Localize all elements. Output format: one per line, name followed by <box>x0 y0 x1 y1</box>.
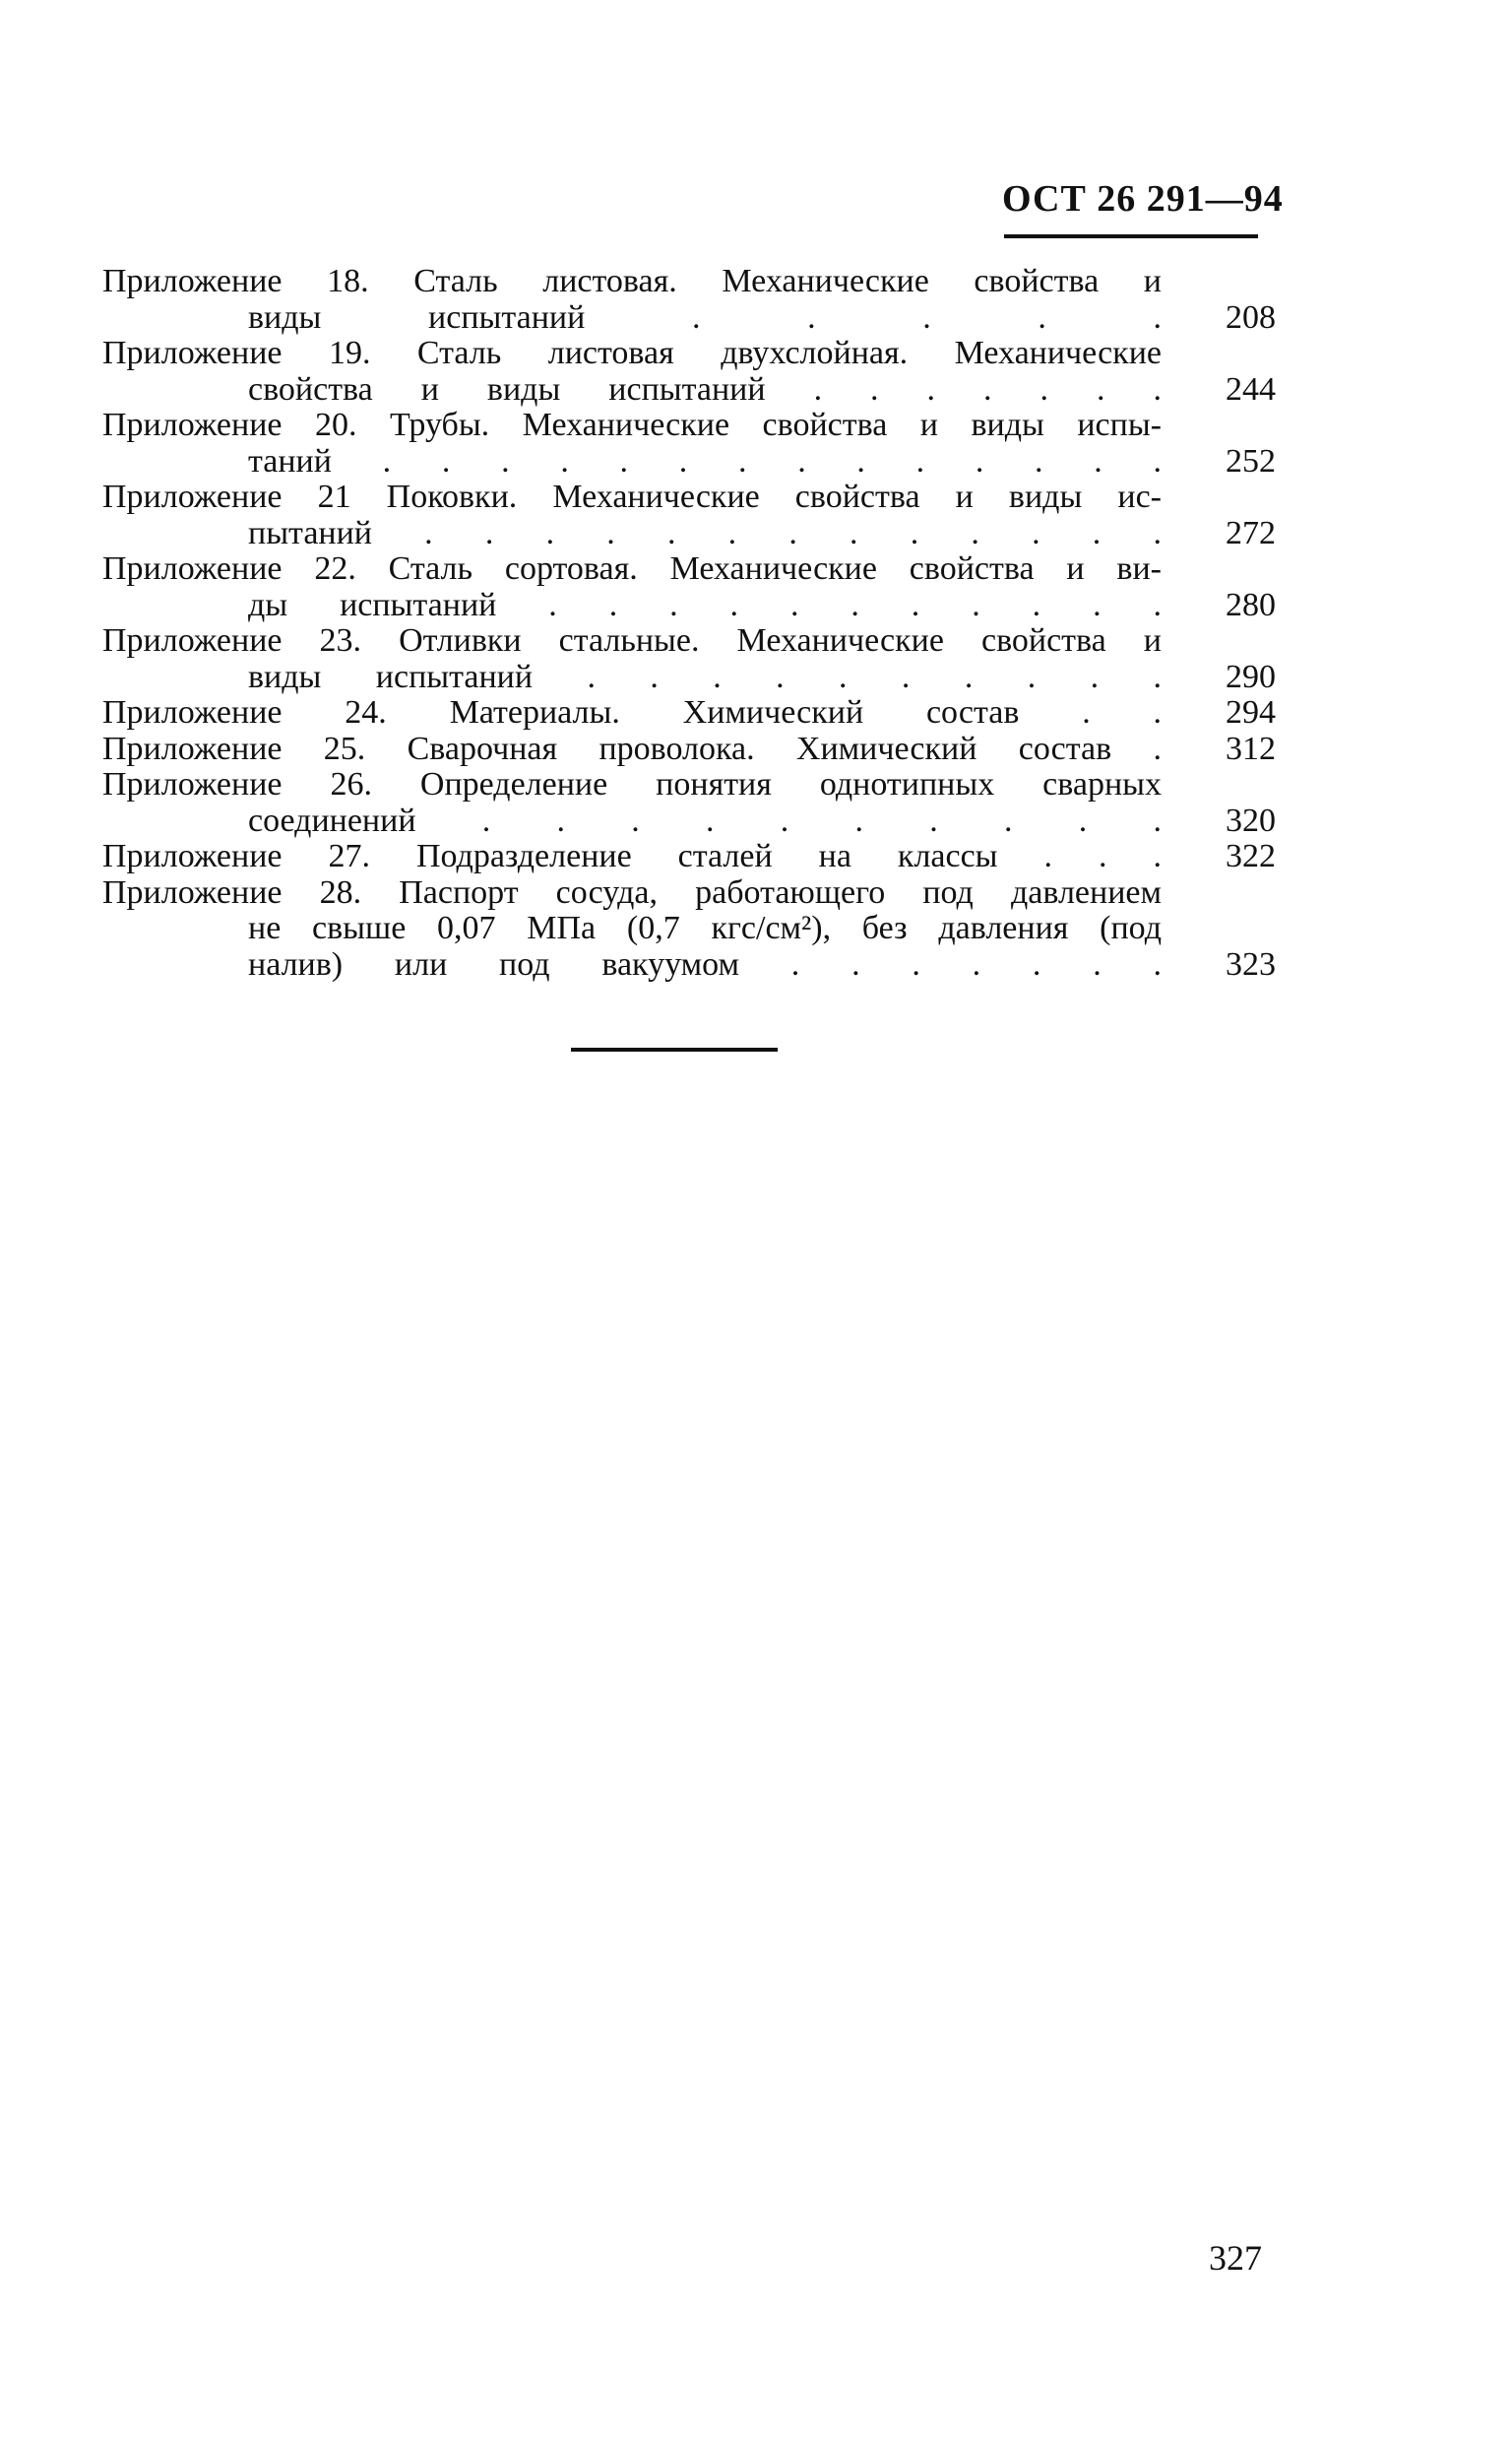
toc-page-number: 312 <box>1226 730 1276 767</box>
table-of-contents <box>102 264 1276 983</box>
toc-page-number: 323 <box>1226 945 1276 983</box>
toc-page-number: 322 <box>1226 838 1276 874</box>
toc-entry-text: виды испытаний . . . . . <box>248 299 1162 336</box>
toc-entry-text: свойства и виды испытаний . . . . . . . <box>248 371 1162 408</box>
toc-entry-title <box>102 264 1276 300</box>
footer-rule <box>571 1048 778 1052</box>
toc-entry-text: пытаний . . . . . . . . . . . . . <box>248 515 1162 551</box>
toc-entry-text: Приложение 27. Подразделение сталей на классы . . . <box>102 839 1162 874</box>
toc-entry-text: Приложение 22. Сталь сортовая. Механические свойства и ви- <box>102 551 1162 587</box>
toc-entry <box>102 695 1276 732</box>
toc-page-number: 252 <box>1226 442 1276 480</box>
toc-entry-text: Приложение 28. Паспорт сосуда, работающего под давлением <box>102 874 1162 911</box>
header-rule <box>1004 234 1258 238</box>
toc-entry <box>102 264 1276 336</box>
toc-entry-text: соединений . . . . . . . . . . <box>248 803 1162 839</box>
toc-entry-title <box>102 732 1276 768</box>
toc-page-number: 290 <box>1226 658 1276 695</box>
toc-entry <box>102 875 1276 984</box>
toc-entry <box>102 732 1276 768</box>
toc-entry-text: не свыше 0,07 МПа (0,7 кгс/см²), без давления (под <box>248 911 1162 946</box>
toc-entry-text: Приложение 20. Трубы. Механические свойства и виды испы- <box>102 408 1162 443</box>
toc-entry-text: Приложение 19. Сталь листовая двухслойная. Механические <box>102 336 1162 371</box>
toc-entry-title <box>102 336 1276 372</box>
toc-entry-title <box>102 767 1276 804</box>
toc-entry <box>102 480 1276 551</box>
toc-entry-title <box>102 839 1276 875</box>
toc-page-number: 208 <box>1226 298 1276 336</box>
toc-entry <box>102 839 1276 875</box>
toc-page-number: 244 <box>1226 370 1276 408</box>
toc-entry-text: Приложение 24. Материалы. Химический состав . . <box>102 695 1162 731</box>
toc-page-number: 280 <box>1226 586 1276 623</box>
toc-page-number: 294 <box>1226 694 1276 731</box>
toc-entry-title <box>102 623 1276 660</box>
toc-entry-title <box>102 408 1276 444</box>
toc-entry <box>102 551 1276 623</box>
toc-entry-title <box>102 551 1276 588</box>
toc-entry-continuation <box>102 444 1276 481</box>
toc-entry-continuation <box>102 372 1276 409</box>
toc-entry-text: Приложение 26. Определение понятия однотипных сварных <box>102 767 1162 803</box>
toc-entry-text: Приложение 18. Сталь листовая. Механические свойства и <box>102 264 1162 299</box>
toc-entry-continuation <box>102 660 1276 696</box>
page-number: 327 <box>1209 2238 1262 2278</box>
toc-entry-continuation <box>102 588 1276 624</box>
toc-entry-text: Приложение 23. Отливки стальные. Механические свойства и <box>102 623 1162 659</box>
toc-entry-continuation <box>102 516 1276 552</box>
toc-page-number: 320 <box>1226 802 1276 839</box>
toc-entry-text: таний . . . . . . . . . . . . . . <box>248 443 1162 480</box>
toc-entry <box>102 623 1276 695</box>
toc-entry <box>102 336 1276 408</box>
toc-entry-continuation <box>102 300 1276 337</box>
toc-entry-text: Приложение 21 Поковки. Механические свойства и виды ис- <box>102 480 1162 515</box>
toc-entry-text: ды испытаний . . . . . . . . . . . <box>248 587 1162 623</box>
toc-entry <box>102 767 1276 839</box>
toc-entry-title <box>102 875 1276 912</box>
toc-entry-title <box>102 695 1276 732</box>
toc-entry-title <box>102 480 1276 516</box>
toc-entry-text: Приложение 25. Сварочная проволока. Химический состав . <box>102 731 1162 767</box>
toc-entry-continuation <box>102 804 1276 840</box>
toc-entry-text: налив) или под вакуумом . . . . . . . <box>248 946 1162 983</box>
toc-page-number: 272 <box>1226 514 1276 551</box>
toc-entry-continuation <box>102 947 1276 984</box>
toc-entry <box>102 408 1276 480</box>
document-code: ОСТ 26 291—94 <box>1002 178 1284 220</box>
toc-entry-continuation <box>102 911 1276 947</box>
toc-entry-text: виды испытаний . . . . . . . . . . <box>248 659 1162 695</box>
